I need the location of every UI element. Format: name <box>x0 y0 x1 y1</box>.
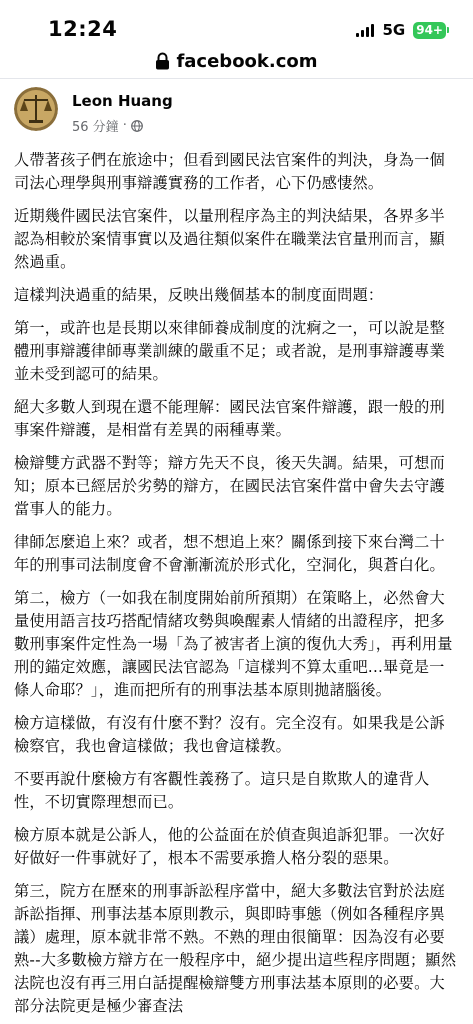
status-indicators <box>356 21 449 39</box>
post-body <box>0 139 473 1018</box>
post-timestamp[interactable]: 56 分鐘 <box>72 120 119 135</box>
post-paragraph: 檢方原本就是公訴人，他的公益面在於偵查與追訴犯罪。一次好好做好一件事就好了，根本不需要承擔人格分裂的惡果。 <box>14 826 445 867</box>
post-meta <box>72 116 143 135</box>
avatar[interactable] <box>14 87 58 131</box>
post-paragraph: 第三，院方在歷來的刑事訴訟程序當中，絕大多數法官對於法庭訴訟指揮、刑事法基本原則教示，與即時事態（例如各種程序異議）處理，原本就非常不熟。不熟的理由很簡單：因為沒有必要熟--大多數檢方辯方在一般程序中，絕少提出這些程序問題；顯然法院也沒有再三用白話提醒檢辯雙方刑事法基本原則的必要。大部分法院更是極少審查法 <box>14 882 457 1015</box>
post-paragraph: 絕大多數人到現在還不能理解：國民法官案件辯護，跟一般的刑事案件辯護，是相當有差異的兩種專業。 <box>14 398 445 439</box>
lock-icon <box>155 52 170 70</box>
globe-icon <box>131 120 143 132</box>
post-paragraph: 人帶著孩子們在旅途中；但看到國民法官案件的判決，身為一個司法心理學與刑事辯護實務的工作者，心下仍感悽然。 <box>14 151 445 192</box>
network-type-label: 5G <box>382 21 406 39</box>
meta-separator: · <box>122 118 127 133</box>
post-paragraph: 檢辯雙方武器不對等；辯方先天不良，後天失調。結果，可想而知；原本已經居於劣勢的辯方，在國民法官案件當中會失去守護當事人的能力。 <box>14 454 445 518</box>
address-bar[interactable] <box>0 44 473 79</box>
battery-level: 94+ <box>413 22 446 39</box>
post-header <box>0 79 473 139</box>
cellular-signal-icon <box>356 23 374 37</box>
post-paragraph: 近期幾件國民法官案件，以量刑程序為主的判決結果，各界多半認為相較於案情事實以及過往類似案件在職業法官量刑而言，顯然過重。 <box>14 207 445 271</box>
post-paragraph: 檢方這樣做，有沒有什麼不對？沒有。完全沒有。如果我是公訴檢察官，我也會這樣做；我也會這樣教。 <box>14 714 445 755</box>
post-paragraph: 這樣判決過重的結果，反映出幾個基本的制度面問題： <box>14 286 384 304</box>
author-name[interactable]: Leon Huang <box>72 92 173 110</box>
status-bar <box>0 0 473 44</box>
post-paragraph: 律師怎麼追上來？或者，想不想追上來？關係到接下來台灣二十年的刑事司法制度會不會漸漸流於形式化，空洞化，與蒼白化。 <box>14 533 445 574</box>
status-time: 12:24 <box>48 17 118 41</box>
post-paragraph: 第一，或許也是長期以來律師養成制度的沈痾之一，可以說是整體刑事辯護律師專業訓練的嚴重不足；或者說，是刑事辯護專業並未受到認可的結果。 <box>14 319 445 383</box>
url-text: facebook.com <box>176 50 318 72</box>
post-paragraph: 第二，檢方（一如我在制度開始前所預期）在策略上，必然會大量使用語言技巧搭配情緒攻勢與喚醒素人情緒的出證程序，把多數刑事案件定性為一場「為了被害者上演的復仇大秀」，再利用量刑的錨定效應，讓國民法官認為「這樣判不算太重吧...畢竟是一條人命耶？」，進而把所有的刑事法基本原則拋諸腦後。 <box>14 589 453 699</box>
battery-icon <box>413 22 449 39</box>
post-paragraph: 不要再說什麼檢方有客觀性義務了。這只是自欺欺人的違背人性，不切實際理想而已。 <box>14 770 430 811</box>
